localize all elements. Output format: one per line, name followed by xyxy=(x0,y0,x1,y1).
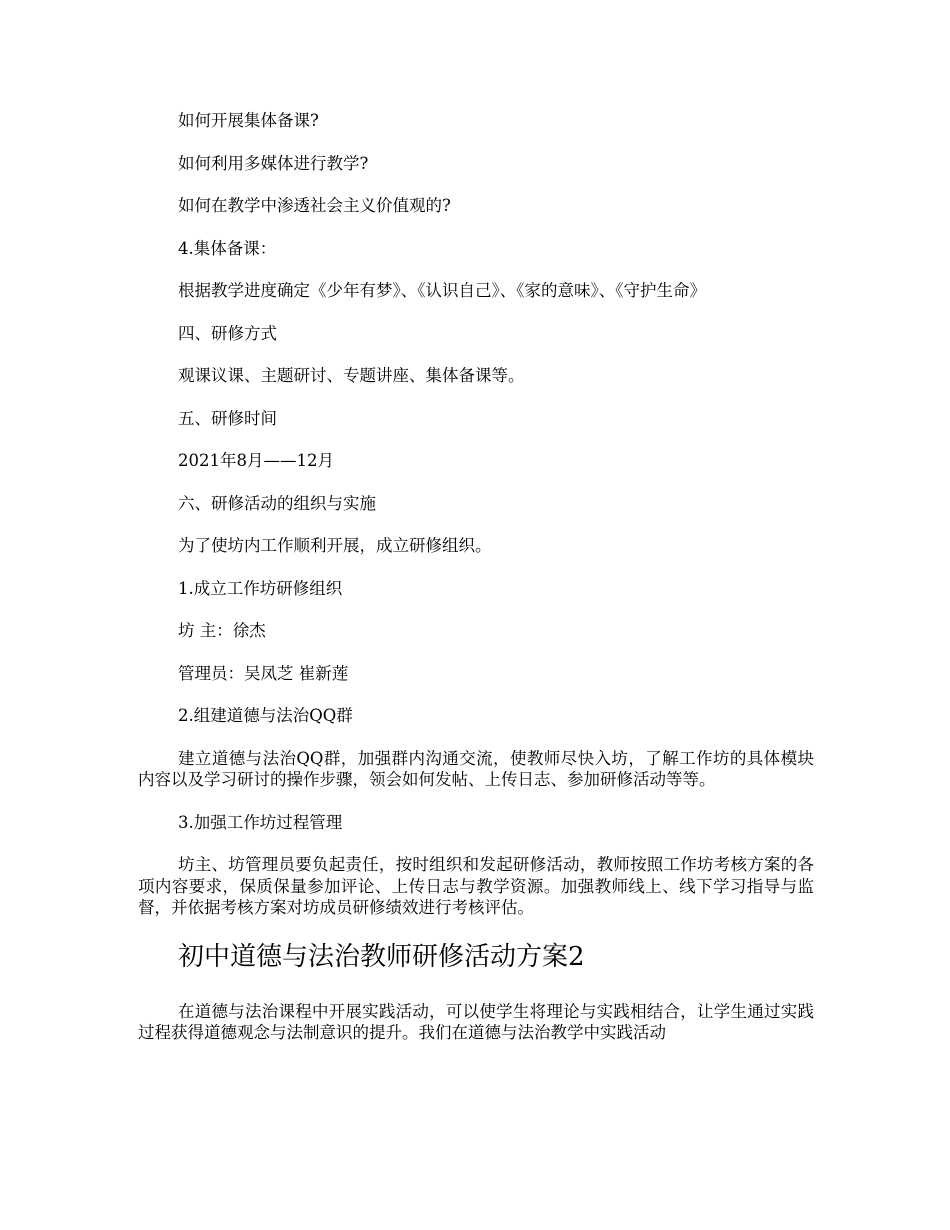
paragraph-15: 2.组建道德与法治QQ群 xyxy=(178,706,353,725)
section-heading: 初中道德与法治教师研修活动方案2 xyxy=(178,941,585,972)
paragraph-16: 建立道德与法治QQ群，加强群内沟通交流，使教师尽快入坊，了解工作坊的具体模块内容以及学习研讨的操作步骤，领会如何发帖、上传日志、参加研修活动等等。 xyxy=(138,748,814,789)
paragraph-9: 2021年8月——12月 xyxy=(178,451,334,470)
paragraph-11: 为了使坊内工作顺利开展，成立研修组织。 xyxy=(178,536,492,555)
paragraph-12: 1.成立工作坊研修组织 xyxy=(178,578,343,598)
paragraph-7: 观课议课、主题研讨、专题讲座、集体备课等。 xyxy=(178,366,525,385)
paragraph-17: 3.加强工作坊过程管理 xyxy=(178,812,343,832)
paragraph-1: 如何开展集体备课? xyxy=(178,111,319,130)
document-body xyxy=(138,110,814,1065)
paragraph-6: 四、研修方式 xyxy=(178,323,277,343)
paragraph-18: 坊主、坊管理员要负起责任，按时组织和发起研修活动，教师按照工作坊考核方案的各项内容要求，保质保量参加评论、上传日志与教学资源。加强教师线上、线下学习指导与监督，并依据考核方案对坊成员研修绩效进行考核评估。 xyxy=(138,855,814,917)
paragraph-13: 坊 主：徐杰 xyxy=(178,621,266,640)
paragraph-4: 4.集体备课： xyxy=(178,238,277,258)
paragraph-5: 根据教学进度确定《少年有梦》、《认识自己》、《家的意味》、《守护生命》 xyxy=(178,281,706,300)
paragraph-19: 在道德与法治课程中开展实践活动，可以使学生将理论与实践相结合，让学生通过实践过程获得道德观念与法制意识的提升。我们在道德与法治教学中实践活动 xyxy=(138,1001,814,1042)
paragraph-3: 如何在教学中渗透社会主义价值观的? xyxy=(178,196,451,215)
paragraph-10: 六、研修活动的组织与实施 xyxy=(178,493,376,513)
paragraph-2: 如何利用多媒体进行教学? xyxy=(178,153,369,173)
paragraph-8: 五、研修时间 xyxy=(178,408,277,428)
paragraph-14: 管理员：吴凤芝 崔新莲 xyxy=(178,663,349,683)
